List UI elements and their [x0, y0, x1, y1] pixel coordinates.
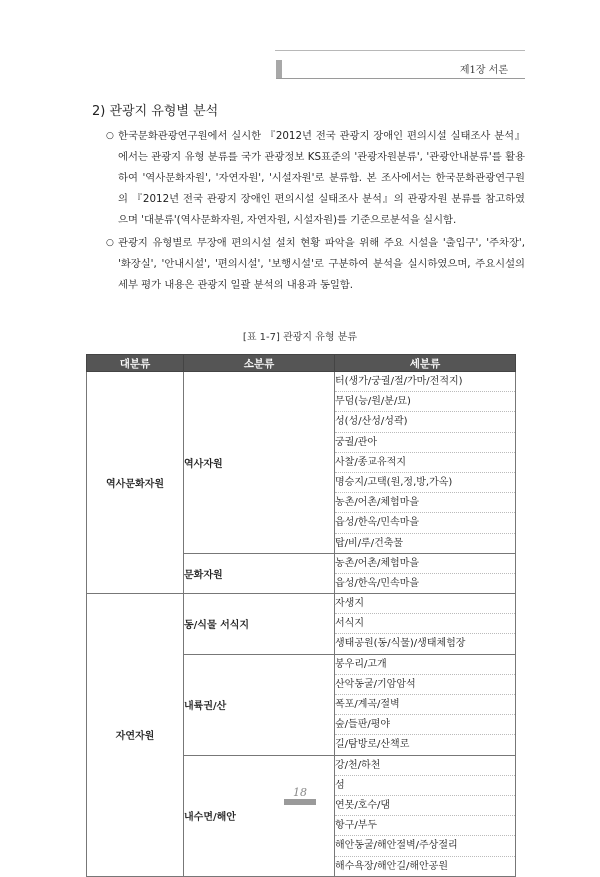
detail-cell [335, 372, 516, 554]
paragraph-text: 한국문화관광연구원에서 실시한 『2012년 전국 관광지 장애인 편의시설 실태조사 분석』에서는 관광지 유형 분류를 국가 관광정보 KS표준의 '관광자원분류', '관광안내분류'를 활용하여 '역사문화자원', '자연자원', '시설자원'로 분류함. 본 조사에서는 한국문화관광연구원의 『2012년 전국 관광지 장애인 편의시설 실태조사 분석』의 관광자원 분류를 참고하였으며 '대분류'(역사문화자원, 자연자원, 시설자원)를 기준으로분석을 실시함. [118, 130, 525, 226]
sub-category-cell: 동/식물 서식지 [184, 594, 335, 655]
detail-item: 읍성/한옥/민속마을 [335, 513, 515, 533]
sub-category-cell: 내수면/해안 [184, 755, 335, 876]
detail-cell [335, 553, 516, 593]
detail-item: 궁궐/관아 [335, 433, 515, 453]
detail-item: 폭포/계곡/절벽 [335, 695, 515, 715]
header-accent-bar [276, 60, 282, 79]
detail-item: 해수욕장/해안길/해안공원 [335, 860, 448, 872]
detail-item: 농촌/어촌/체험마을 [335, 493, 515, 513]
detail-item: 길/탐방로/산책로 [335, 739, 410, 751]
detail-cell [335, 755, 516, 876]
detail-cell [335, 594, 516, 655]
page-number: 18 [293, 786, 307, 799]
detail-item: 무덤(능/원/분/묘) [335, 392, 515, 412]
sub-category-cell: 내륙권/산 [184, 654, 335, 755]
main-category-cell: 자연자원 [87, 594, 184, 877]
table-header-row [87, 355, 516, 372]
detail-item: 항구/부두 [335, 816, 515, 836]
chapter-header: 제1장 서론 [459, 65, 508, 76]
detail-cell [335, 654, 516, 755]
detail-item: 생태공원(동/식물)/생태체험장 [335, 638, 466, 650]
sub-category-cell: 역사자원 [184, 372, 335, 554]
bullet-icon: ○ [106, 131, 114, 141]
detail-item: 농촌/어촌/체험마을 [335, 554, 515, 574]
detail-item: 명승지/고택(원,정,방,가옥) [335, 473, 515, 493]
detail-item: 성(성/산성/성곽) [335, 412, 515, 432]
paragraph-text: 관광지 유형별로 무장애 편의시설 설치 현황 파악을 위해 주요 시설을 '출입구', '주차장', '화장실', '안내시설', '편의시설', '보행시설'로 구분하여 분석을 실시하였으며, 주요시설의 세부 평가 내용은 관광지 일괄 분석의 내용과 동일함. [118, 237, 525, 291]
detail-item: 터(생가/궁궐/절/가마/전적지) [335, 372, 515, 392]
header-detail-category: 세분류 [335, 355, 516, 372]
bullet-icon: ○ [106, 238, 114, 248]
table-row [87, 372, 516, 554]
detail-item: 자생지 [335, 594, 515, 614]
detail-item: 봉우리/고개 [335, 655, 515, 675]
detail-item: 숲/들판/평야 [335, 715, 515, 735]
sub-category-cell: 문화자원 [184, 553, 335, 593]
detail-item: 탑/비/루/건축물 [335, 537, 404, 549]
header-rule [276, 78, 525, 79]
header-main-category: 대분류 [87, 355, 184, 372]
paragraph-2 [106, 233, 525, 296]
detail-item: 해안동굴/해안절벽/주상절리 [335, 836, 515, 856]
detail-item: 서식지 [335, 614, 515, 634]
section-title: 2) 관광지 유형별 분석 [92, 104, 219, 119]
detail-item: 강/천/하천 [335, 756, 515, 776]
detail-item: 연못/호수/댐 [335, 796, 515, 816]
table-caption: [표 1-7] 관광지 유형 분류 [242, 332, 358, 343]
paragraph-1 [106, 126, 525, 231]
detail-item: 섬 [335, 776, 515, 796]
main-category-cell: 역사문화자원 [87, 372, 184, 594]
detail-item: 사찰/종교유적지 [335, 453, 515, 473]
detail-item: 산악동굴/기암암석 [335, 675, 515, 695]
header-sub-category: 소분류 [184, 355, 335, 372]
table-row [87, 594, 516, 655]
detail-item: 읍성/한옥/민속마을 [335, 577, 420, 589]
page-number-bar [284, 799, 316, 805]
